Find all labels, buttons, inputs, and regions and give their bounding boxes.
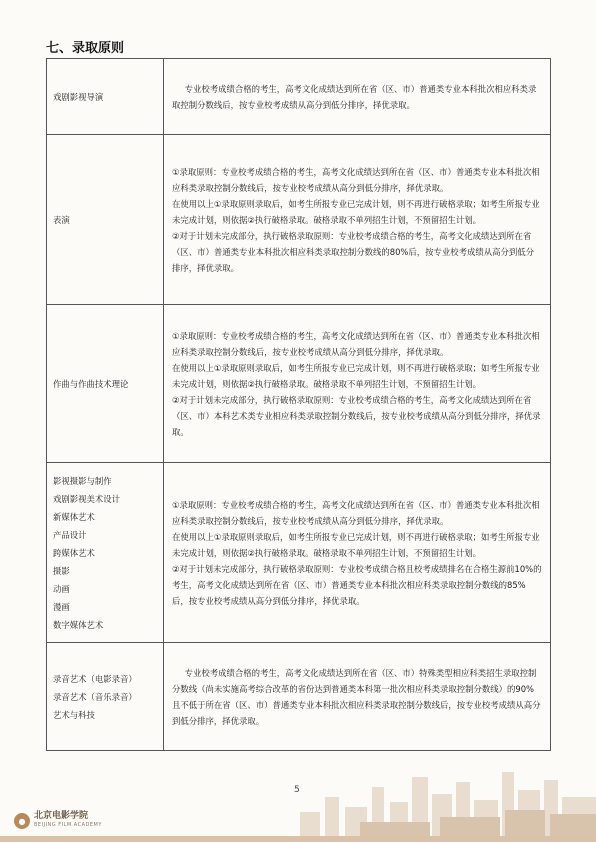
academy-emblem-icon: ● xyxy=(14,813,30,829)
section-title: 七、录取原则 xyxy=(46,41,125,56)
rule-paragraph: ②对于计划未完成部分，执行破格录取原则：专业校考成绩合格且校考成绩排名在合格生源前10%的考生，高考文化成绩达到所在省（区、市）普通类专业本科批次相应科类录取控制分数线的85%后，按专业校考成绩从高分到低分排序，择优录取。 xyxy=(172,563,542,606)
rule-paragraph: 在使用以上①录取原则录取后，如考生所报专业已完成计划，则不再进行破格录取；如考生所报专业未完成计划，则依据②执行破格录取。破格录取不单列招生计划，不预留招生计划。 xyxy=(172,362,540,389)
logo-english-name: BEIJING FILM ACADEMY xyxy=(34,822,102,828)
major-name: 新媒体艺术 xyxy=(53,511,95,522)
rule-paragraph: 在使用以上①录取原则录取后，如考生所报专业已完成计划，则不再进行破格录取；如考生所报专业未完成计划，则依据②执行破格录取。破格录取不单列招生计划，不预留招生计划。 xyxy=(172,531,540,558)
major-names-cell xyxy=(47,643,164,751)
major-name: 戏剧影视导演 xyxy=(53,91,104,102)
major-name: 数字媒体艺术 xyxy=(53,619,104,630)
admission-rule-cell xyxy=(164,463,551,643)
major-names-cell xyxy=(47,305,164,463)
admission-rule-cell xyxy=(164,59,551,135)
rule-paragraph: ①录取原则：专业校考成绩合格的考生，高考文化成绩达到所在省（区、市）普通类专业本科批次相应科类录取控制分数线后，按专业校考成绩从高分到低分排序，择优录取。 xyxy=(172,166,540,193)
table-row xyxy=(47,59,551,135)
major-name: 戏剧影视美术设计 xyxy=(53,493,120,504)
major-names-cell xyxy=(47,135,164,305)
table-row xyxy=(47,463,551,643)
major-name: 摄影 xyxy=(53,565,70,576)
major-name: 表演 xyxy=(53,214,70,225)
admission-rules-table xyxy=(46,58,551,751)
rule-paragraph: 专业校考成绩合格的考生，高考文化成绩达到所在省（区、市）特殊类型相应科类招生录取控制分数线（尚未实施高考综合改革的省份达到普通类本科第一批次相应科类录取控制分数线）的90%且不低于所在省（区、市）普通类专业本科批次相应科类录取控制分数线后，按专业校考成绩从高分到低分排序，择优录取。 xyxy=(172,667,541,726)
rule-paragraph: ①录取原则：专业校考成绩合格的考生，高考文化成绩达到所在省（区、市）普通类专业本科批次相应科类录取控制分数线后，按专业校考成绩从高分到低分排序，择优录取。 xyxy=(172,330,540,357)
major-name: 录音艺术（电影录音） xyxy=(53,673,137,684)
major-name: 录音艺术（音乐录音） xyxy=(53,691,137,702)
major-name: 影视摄影与制作 xyxy=(53,475,112,486)
rule-paragraph: ②对于计划未完成部分，执行破格录取原则：专业校考成绩合格的考生，高考文化成绩达到所在省（区、市）普通类专业本科批次相应科类录取控制分数线的80%后，按专业校考成绩从高分到低分排序，择优录取。 xyxy=(172,230,534,273)
major-name: 漫画 xyxy=(53,601,70,612)
major-name: 动画 xyxy=(53,583,70,594)
academy-logo xyxy=(14,812,102,830)
major-names-cell xyxy=(47,463,164,643)
rule-paragraph: ②对于计划未完成部分，执行破格录取原则：专业校考成绩合格的考生，高考文化成绩达到所在省（区、市）本科艺术类专业相应科类录取控制分数线后，按专业校考成绩从高分到低分排序，择优录取。 xyxy=(172,394,541,437)
major-names-cell xyxy=(47,59,164,135)
table-row xyxy=(47,135,551,305)
page-number: 5 xyxy=(294,785,300,795)
rule-paragraph: 专业校考成绩合格的考生，高考文化成绩达到所在省（区、市）普通类专业本科批次相应科类录取控制分数线后，按专业校考成绩从高分到低分排序，择优录取。 xyxy=(172,83,537,110)
major-name: 艺术与科技 xyxy=(53,709,95,720)
major-name: 跨媒体艺术 xyxy=(53,547,95,558)
table-row xyxy=(47,643,551,751)
major-name: 产品设计 xyxy=(53,529,87,540)
admission-rule-cell xyxy=(164,305,551,463)
rule-paragraph: 在使用以上①录取原则录取后，如考生所报专业已完成计划，则不再进行破格录取；如考生所报专业未完成计划，则依据②执行破格录取。破格录取不单列招生计划，不预留招生计划。 xyxy=(172,198,540,225)
table-row xyxy=(47,305,551,463)
admission-rule-cell xyxy=(164,643,551,751)
major-name: 作曲与作曲技术理论 xyxy=(53,378,129,389)
logo-chinese-name: 北京电影学院 xyxy=(34,811,89,821)
admission-rule-cell xyxy=(164,135,551,305)
rule-paragraph: ①录取原则：专业校考成绩合格的考生，高考文化成绩达到所在省（区、市）普通类专业本科批次相应科类录取控制分数线后，按专业校考成绩从高分到低分排序，择优录取。 xyxy=(172,499,540,526)
